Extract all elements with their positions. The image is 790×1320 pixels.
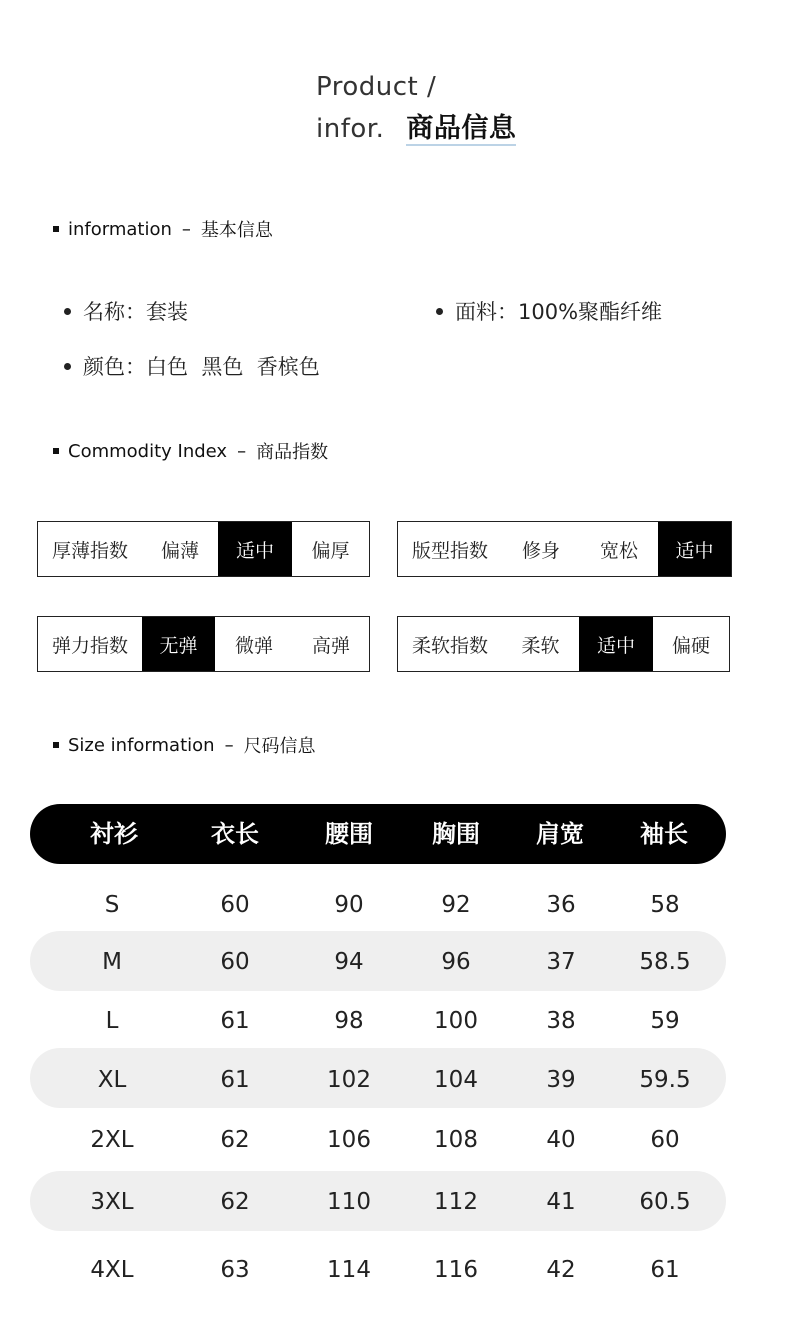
size-table-cell: 98: [334, 1008, 364, 1034]
size-table-cell: 37: [546, 949, 576, 975]
size-table-cell: 112: [434, 1189, 478, 1215]
size-table-cell: 90: [334, 892, 364, 918]
size-table-cell: 102: [327, 1067, 371, 1093]
size-table-size-cell: XL: [97, 1067, 127, 1093]
size-table-cell: 110: [327, 1189, 371, 1215]
table-row-stripe: [30, 931, 726, 991]
size-table-cell: 36: [546, 892, 576, 918]
section-title-information: [53, 216, 273, 242]
index-option: 修身: [521, 539, 560, 562]
size-table-cell: 42: [546, 1257, 576, 1283]
size-table-cell: 58: [650, 892, 680, 918]
index-option: 偏硬: [671, 634, 710, 657]
size-table-cell: 116: [434, 1257, 478, 1283]
section-title-commodity-index: [53, 438, 328, 464]
size-table-cell: 61: [220, 1067, 250, 1093]
index-option-selected: 适中: [579, 617, 653, 671]
section-title-en: Commodity Index: [68, 440, 228, 462]
table-row-stripe: [30, 1048, 726, 1108]
size-table-size-cell: 2XL: [90, 1127, 134, 1153]
index-thickness-label: 厚薄指数: [51, 539, 128, 562]
index-option: 偏薄: [160, 539, 199, 562]
size-table-size-cell: L: [105, 1008, 119, 1034]
index-fit-label: 版型指数: [411, 539, 488, 562]
index-softness-label: 柔软指数: [411, 634, 488, 657]
size-table-cell: 60.5: [639, 1189, 691, 1215]
size-table-cell: 40: [546, 1127, 576, 1153]
index-thickness: [37, 521, 370, 577]
bullet-icon: [64, 308, 71, 315]
size-table-cell: 100: [434, 1008, 478, 1034]
info-item-fabric: [436, 296, 662, 326]
info-item-fabric-text: 面料：100%聚酯纤维: [455, 300, 663, 324]
size-table-header-cell: 腰围: [325, 820, 373, 848]
size-table-cell: 60: [220, 949, 250, 975]
index-option-selected: 适中: [658, 522, 731, 576]
index-option: 柔软: [521, 634, 560, 657]
info-item-name-text: 名称：套装: [83, 300, 188, 324]
info-item-color: [64, 351, 320, 381]
section-title-size-information: [53, 732, 316, 758]
section-title-dash: –: [237, 440, 247, 462]
size-table-cell: 63: [220, 1257, 250, 1283]
header-title-en: infor.: [316, 114, 385, 144]
index-option: 高弹: [311, 634, 350, 657]
size-table-cell: 39: [546, 1067, 576, 1093]
table-row-stripe: [30, 1171, 726, 1231]
size-table-cell: 61: [650, 1257, 680, 1283]
size-table-cell: 60: [650, 1127, 680, 1153]
size-table-size-cell: S: [104, 892, 120, 918]
size-table-size-cell: M: [102, 949, 122, 975]
header-title-cn: 商品信息: [406, 113, 517, 144]
size-table-cell: 38: [546, 1008, 576, 1034]
info-item-name: [64, 296, 188, 326]
section-title-dash: –: [181, 218, 191, 240]
index-elasticity-label: 弹力指数: [51, 634, 128, 657]
index-softness: [397, 616, 730, 672]
index-option-selected: 无弹: [142, 617, 215, 671]
size-table-size-cell: 4XL: [90, 1257, 134, 1283]
index-option-selected: 适中: [218, 522, 292, 576]
index-fit: [397, 521, 732, 577]
size-table-header-cell: 胸围: [432, 820, 480, 848]
size-table-size-cell: 3XL: [90, 1189, 134, 1215]
size-table-cell: 41: [546, 1189, 576, 1215]
info-item-color-text: 颜色：白色 黑色 香槟色: [83, 355, 320, 379]
section-title-cn: 基本信息: [200, 220, 273, 241]
index-elasticity: [37, 616, 370, 672]
size-table-cell: 108: [434, 1127, 478, 1153]
size-table-cell: 106: [327, 1127, 371, 1153]
square-bullet-icon: [53, 448, 59, 454]
header-title-line1: Product /: [316, 72, 437, 102]
header-title-line2: [316, 114, 516, 146]
section-title-en: Size information: [68, 734, 215, 756]
section-title-cn: 商品指数: [256, 442, 329, 463]
size-table-cell: 94: [334, 949, 364, 975]
size-table-header-cell: 肩宽: [536, 820, 584, 848]
size-table-cell: 59: [650, 1008, 680, 1034]
size-table-cell: 61: [220, 1008, 250, 1034]
bullet-icon: [64, 363, 71, 370]
index-option: 宽松: [599, 539, 638, 562]
square-bullet-icon: [53, 226, 59, 232]
section-title-cn: 尺码信息: [243, 736, 316, 757]
size-table-cell: 104: [434, 1067, 478, 1093]
size-table-cell: 114: [327, 1257, 371, 1283]
size-table-cell: 58.5: [639, 949, 691, 975]
size-table-cell: 59.5: [639, 1067, 691, 1093]
section-title-en: information: [68, 218, 172, 240]
size-table-cell: 62: [220, 1189, 250, 1215]
size-table-cell: 62: [220, 1127, 250, 1153]
size-table-header-cell: 袖长: [640, 820, 688, 848]
size-table-cell: 96: [441, 949, 471, 975]
square-bullet-icon: [53, 742, 59, 748]
section-title-dash: –: [224, 734, 234, 756]
size-table-header: [30, 804, 726, 864]
size-table-header-cell: 衬衫: [90, 820, 138, 848]
index-option: 微弹: [234, 634, 273, 657]
size-table-cell: 60: [220, 892, 250, 918]
bullet-icon: [436, 308, 443, 315]
size-table-header-cell: 衣长: [211, 820, 259, 848]
size-table-cell: 92: [441, 892, 471, 918]
index-option: 偏厚: [311, 539, 350, 562]
